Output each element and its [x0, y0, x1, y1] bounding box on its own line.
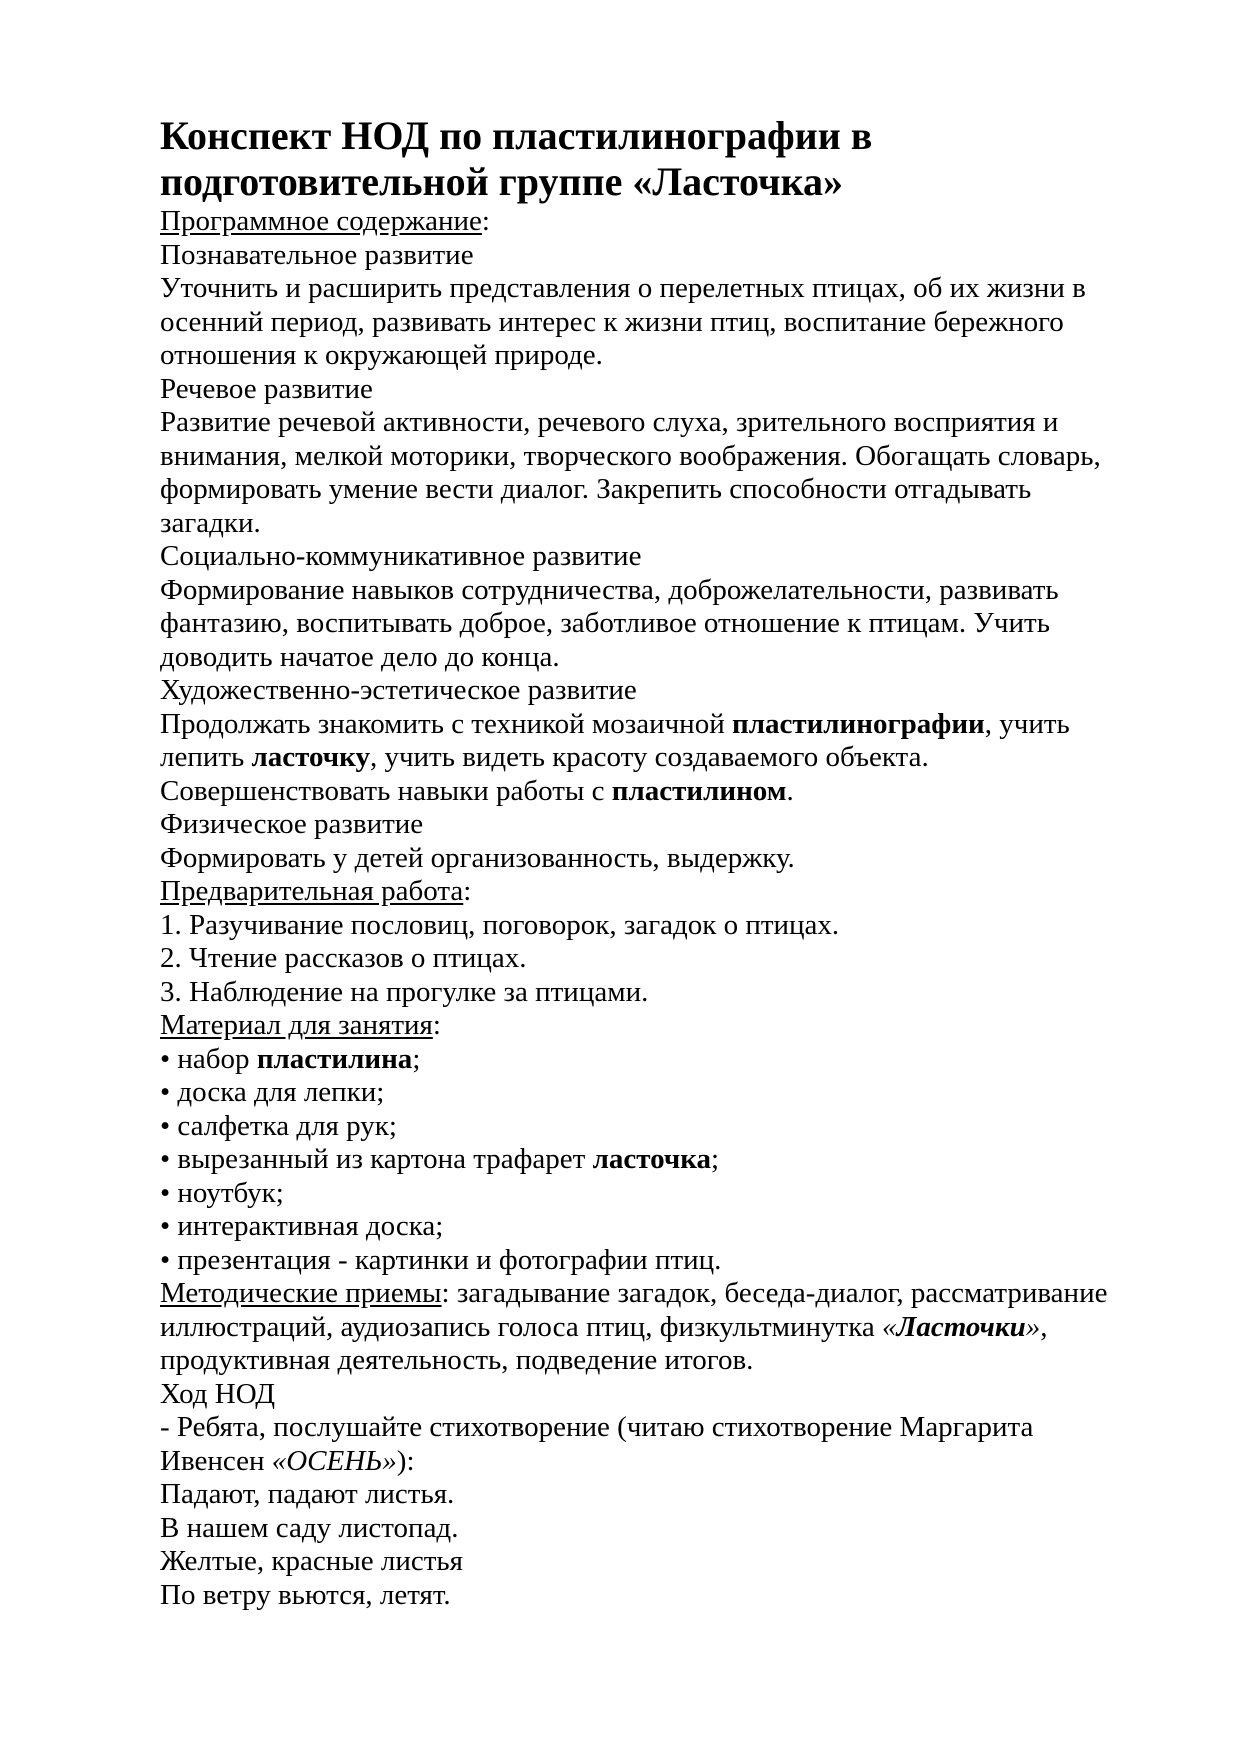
- paragraph: [160, 1143, 1128, 1177]
- text-run: ласточка: [592, 1143, 711, 1175]
- paragraph: [160, 373, 1128, 407]
- text-run: Уточнить и расширить представления о перелетных птицах, об их жизни в осенний период, развивать интерес к жизни птиц, воспитание бережного отношения к окружающей природе.: [160, 272, 1086, 371]
- text-run: : загадывание загадок, беседа-диалог, рассматривание иллюстраций, аудиозапись голоса птиц, физкультминутка: [160, 1277, 1108, 1343]
- text-run: • доска для лепки;: [160, 1076, 385, 1108]
- text-run: 1. Разучивание пословиц, поговорок, загадок о птицах.: [160, 908, 840, 941]
- text-run: ласточку: [251, 741, 370, 773]
- paragraph: [160, 540, 1128, 574]
- text-run: , учить лепить: [160, 707, 1070, 773]
- text-run: • презентация - картинки и фотографии птиц.: [160, 1243, 722, 1276]
- paragraph: [160, 1512, 1128, 1546]
- text-run: , продуктивная деятельность, подведение итогов.: [160, 1310, 1048, 1376]
- paragraph: [160, 674, 1128, 708]
- paragraph: [160, 909, 1128, 943]
- paragraph: [160, 1545, 1128, 1579]
- paragraph: [160, 1244, 1128, 1278]
- text-run: , учить видеть красоту создаваемого объекта.: [369, 741, 929, 773]
- paragraph: [160, 205, 1128, 239]
- text-run: • интерактивная доска;: [160, 1210, 444, 1242]
- paragraph: [160, 1210, 1128, 1244]
- text-run: ):: [396, 1444, 415, 1477]
- paragraph: [160, 1579, 1128, 1613]
- text-run: пластилинографии: [731, 707, 985, 740]
- paragraph: [160, 1411, 1128, 1478]
- text-run: Программное содержание: [160, 205, 482, 237]
- document-title: Конспект НОД по пластилинографии в подготовительной группе «Ласточка»: [160, 113, 873, 204]
- text-run: Падают, падают листья.: [160, 1478, 455, 1510]
- text-run: .: [786, 774, 794, 807]
- text-run: Формировать у детей организованность, выдержку.: [160, 841, 795, 874]
- text-run: пластилина: [256, 1042, 413, 1075]
- text-run: »: [1025, 1310, 1041, 1343]
- text-run: Материал для занятия: [160, 1009, 433, 1041]
- paragraph: [160, 1076, 1128, 1110]
- text-run: пластилином: [611, 774, 787, 807]
- text-run: Физическое развитие: [160, 808, 424, 840]
- text-run: - Ребята, послушайте стихотворение (читаю стихотворение Маргарита Ивенсен: [160, 1411, 1034, 1477]
- text-run: :: [481, 205, 490, 237]
- text-run: Методические приемы: [160, 1277, 442, 1309]
- text-run: :: [463, 875, 472, 907]
- paragraph: [160, 708, 1128, 775]
- text-run: Продолжать знакомить с техникой мозаичной: [160, 707, 732, 740]
- text-run: Развитие речевой активности, речевого слуха, зрительного восприятия и внимания, мелкой моторики, творческого воображения. Обогащать словарь, формировать умение вести диалог. Закрепить способности отгадывать загадки.: [160, 406, 1101, 539]
- paragraph: [160, 1110, 1128, 1144]
- text-run: Социально-коммуникативное развитие: [160, 540, 642, 572]
- text-run: Совершенствовать навыки работы с: [160, 774, 612, 807]
- text-run: Познавательное развитие: [160, 238, 474, 271]
- text-run: Речевое развитие: [160, 372, 373, 405]
- paragraph: [160, 942, 1128, 976]
- text-run: По ветру вьются, летят.: [160, 1578, 451, 1611]
- text-run: ;: [710, 1143, 720, 1175]
- text-run: 3. Наблюдение на прогулке за птицами.: [160, 975, 649, 1008]
- paragraph: [160, 842, 1128, 876]
- paragraph: [160, 976, 1128, 1010]
- text-run: ;: [412, 1042, 421, 1075]
- text-run: Ход НОД: [160, 1377, 276, 1410]
- text-run: «ОСЕНЬ»: [271, 1444, 397, 1477]
- text-run: • вырезанный из картона трафарет: [160, 1143, 593, 1175]
- text-run: • набор: [160, 1042, 257, 1075]
- document-body: [160, 205, 1128, 1612]
- paragraph: [160, 272, 1128, 373]
- paragraph: [160, 1043, 1128, 1077]
- paragraph: [160, 808, 1128, 842]
- paragraph: [160, 406, 1128, 540]
- text-run: Предварительная работа: [160, 875, 464, 907]
- paragraph: [160, 875, 1128, 909]
- paragraph: [160, 239, 1128, 273]
- text-run: В нашем саду листопад.: [160, 1511, 459, 1544]
- paragraph: [160, 1009, 1128, 1043]
- text-run: Художественно-эстетическое развитие: [160, 674, 637, 706]
- text-run: • ноутбук;: [160, 1176, 284, 1209]
- paragraph: [160, 775, 1128, 809]
- text-run: «: [881, 1310, 897, 1343]
- text-run: Желтые, красные листья: [160, 1545, 463, 1577]
- text-run: 2. Чтение рассказов о птицах.: [160, 942, 527, 974]
- paragraph: [160, 1378, 1128, 1412]
- paragraph: [160, 574, 1128, 675]
- text-run: Ласточки: [896, 1310, 1026, 1343]
- text-run: :: [432, 1009, 441, 1041]
- paragraph: [160, 1277, 1128, 1378]
- paragraph: [160, 1478, 1128, 1512]
- text-run: • салфетка для рук;: [160, 1109, 397, 1142]
- paragraph: [160, 1177, 1128, 1211]
- text-run: Формирование навыков сотрудничества, доброжелательности, развивать фантазию, воспитывать доброе, заботливое отношение к птицам. Учить доводить начатое дело до конца.: [160, 573, 1059, 673]
